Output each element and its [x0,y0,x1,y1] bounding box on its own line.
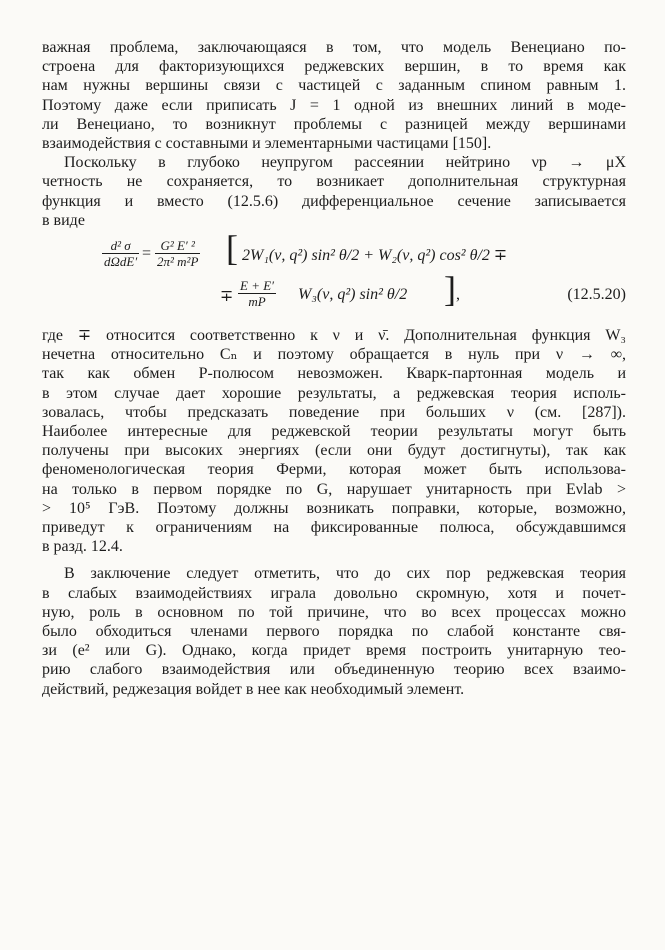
text-line: взаимодействия с составными и элементарными частицами [150]. [42,135,492,153]
text-line: в слабых взаимодействиях играла довольно скромную, хотя и почет- [42,584,626,602]
equation-sign: ∓ [220,288,234,306]
coefficient-fraction [155,238,200,269]
equation-12-5-20 [42,228,626,316]
second-fraction [238,278,276,309]
text-line: зовалась, чтобы предсказать поведение при больших ν (см. [287]). [42,403,626,421]
text-line: В заключение следует отметить, что до сих пор реджевская теория [64,565,626,583]
lhs-numerator: d² σ [110,238,131,254]
text-line: ли Венециано, то возникнут проблемы с разницей между вершинами [42,115,626,133]
text-line: получены при высоких энергиях (если они будут достигнуты), так как [42,442,626,460]
text-line: Поскольку в глубоко неупругом рассеянии нейтрино νp → μX [64,154,626,172]
text-line: где ∓ относится соответственно к ν и ν̄. Дополнительная функция W₃ [42,327,626,345]
frac2-numerator: E + E′ [240,278,274,294]
text-line: Поэтому даже если приписать J = 1 одной из внешних линий в моде- [42,96,626,114]
text-line: ную, роль в основном по той причине, что во всех процессах можно [42,603,626,621]
text-line: четность не сохраняется, то возникает дополнительная структурная [42,173,626,191]
equals-sign: = [142,245,152,263]
text-line: нечетна относительно Cₙ и поэтому обращается в нуль при ν → ∞, [42,346,626,364]
left-bracket: [ [226,228,238,269]
text-line: приведут к ограничениям на фиксированные полюса, обсуждавшимся [42,519,626,537]
frac2-denominator: mP [248,294,266,310]
text-line: строена для факторизующихся реджевских вершин, в то время как [42,58,626,76]
text-line: было обходиться членами первого порядка по слабой константе свя- [42,623,626,641]
lhs-denominator: dΩdE′ [104,254,138,270]
text-line: рию слабого взаимодействия или объединенную теорию всех взаимо- [42,661,626,679]
equation-number: (12.5.20) [567,286,626,304]
text-line: феноменологическая теория Ферми, которая может быть использова- [42,461,626,479]
text-line: > 10⁵ ГэВ. Поэтому должны возникать поправки, которые, возможно, [42,499,626,517]
text-line: Наиболее интересные для реджевской теории результаты могут быть [42,423,626,441]
text-line: функция и вместо (12.5.6) дифференциальное сечение записывается [42,192,626,210]
paragraph-3 [42,326,626,556]
text-line: так как обмен P-полюсом невозможен. Кварк-партонная модель и [42,365,626,383]
text-line: нам нужны вершины связи с частицей с заданным спином равным 1. [42,77,626,95]
text-line: зи (e² или G). Однако, когда придет время построить унитарную тео- [42,642,626,660]
lhs-fraction [102,238,139,269]
paragraph-1 [42,38,626,153]
text-line: действий, реджезация войдет в нее как необходимый элемент. [42,680,465,698]
coef-numerator: G² E′ ² [160,238,195,254]
text-line: важная проблема, заключающаяся в том, что модель Венециано по- [42,39,626,56]
paragraph-4 [42,564,626,698]
text-line: в виде [42,211,85,229]
equation-comma: , [456,286,460,304]
equation-line-2: W₃(ν, q²) sin² θ/2 [298,286,408,304]
page-body [42,38,626,699]
text-line: в разд. 12.4. [42,538,123,556]
equation-line-1: 2W₁(ν, q²) sin² θ/2 + W₂(ν, q²) cos² θ/2 ∓ [242,247,508,265]
paragraph-2 [42,153,626,230]
right-bracket: ] [444,269,456,310]
text-line: в этом случае дает хорошие результаты, а реджевская теория исполь- [42,384,626,402]
coef-denominator: 2π² m²P [157,254,199,270]
text-line: на только в первом порядке по G, нарушает унитарность при Eνlab > [42,480,626,498]
